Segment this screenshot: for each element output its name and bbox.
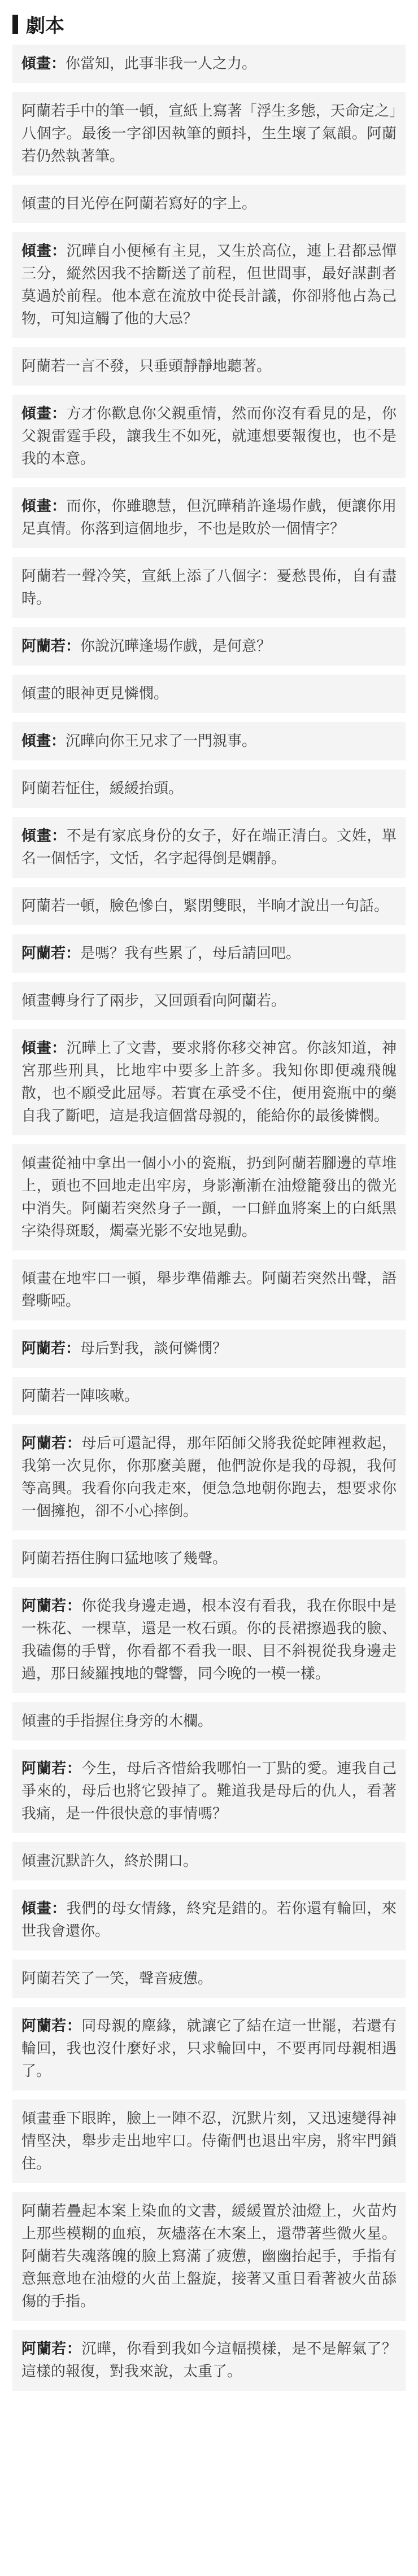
paragraph-text: 阿蘭若一陣咳嗽。	[21, 1388, 140, 1405]
script-paragraph	[12, 1329, 406, 1368]
paragraph-text: 傾畫從袖中拿出一個小小的瓷瓶，扔到阿蘭若腳邊的草堆上，頭也不回地走出牢房，身影漸漸在油燈籠發出的微光中消失。阿蘭若突然身子一顫，一口鮮血將案上的白紙黑字染得斑駁，燭臺光影不安地晃動。	[21, 1155, 397, 1240]
script-paragraph	[12, 2007, 406, 2090]
script-paragraph	[12, 1842, 406, 1880]
speaker-label: 傾畫：	[21, 1900, 67, 1917]
paragraph-text: 你從我身邊走過，根本沒有看我，我在你眼中是一株花、一棵草，還是一枚石頭。你的長裙擦過我的臉、我磕傷的手臂，你看都不看我一眼、目不斜視從我身邊走過，那日綾羅拽地的聲響，同今晚的一模一樣。	[21, 1598, 397, 1682]
script-paragraph	[12, 395, 406, 478]
speaker-label: 傾畫：	[21, 498, 67, 515]
paragraph-text: 傾畫沉默許久，終於開口。	[21, 1853, 198, 1870]
script-paragraph	[12, 2330, 406, 2391]
script-paragraph	[12, 675, 406, 713]
script-paragraph	[12, 347, 406, 386]
script-paragraph	[12, 1540, 406, 1578]
script-paragraph	[12, 1029, 406, 1135]
paragraph-text: 方才你歡息你父親重情，然而你沒有看見的是，你父親雷霆手段，讓我生不如死，就連想要報復也，也不是我的本意。	[21, 405, 397, 467]
script-paragraph	[12, 1144, 406, 1250]
script-paragraph	[12, 982, 406, 1020]
paragraph-text: 同母親的塵緣，就讓它了結在這一世罷，若還有輪回，我也沒什麼好求，只求輪回中，不要再同母親相遇了。	[21, 2018, 397, 2080]
speaker-label: 傾畫：	[21, 828, 67, 845]
paragraph-text: 傾畫垂下眼眸，臉上一陣不忍，沉默片刻，又迅速變得神情堅決，舉步走出地牢口。侍衛們也退出牢房，將牢門鎖住。	[21, 2110, 397, 2172]
script-paragraph	[12, 2100, 406, 2183]
paragraph-text: 阿蘭若笑了一笑，聲音疲憊。	[21, 1970, 213, 1987]
section-title: 劇本	[26, 15, 64, 37]
script-paragraph	[12, 1424, 406, 1530]
paragraph-text: 不是有家底身份的女子，好在端正清白。文姓，單名一個恬字，文恬，名字起得倒是嫻靜。	[21, 828, 397, 867]
script-paragraph	[12, 557, 406, 618]
speaker-label: 阿蘭若：	[21, 1760, 82, 1777]
speaker-label: 傾畫：	[21, 243, 67, 260]
script-paragraph	[12, 1259, 406, 1320]
paragraph-text: 今生，母后吝惜給我哪怕一丁點的愛。連我自己爭來的，母后也將它毀掉了。難道我是母后的仇人，看著我痛，是一件很快意的事情嗎？	[21, 1760, 397, 1822]
section-bar-marker	[12, 15, 18, 34]
paragraph-text: 阿蘭若捂住胸口猛地咳了幾聲。	[21, 1550, 228, 1567]
paragraph-text: 沉曄向你王兄求了一門親事。	[66, 733, 257, 750]
script-paragraph	[12, 1750, 406, 1833]
script-paragraph	[12, 185, 406, 223]
paragraph-text: 我們的母女情緣，終究是錯的。若你還有輪回，來世我會還你。	[21, 1900, 397, 1940]
paragraph-text: 阿蘭若怔住，緩緩抬頭。	[21, 780, 184, 797]
paragraph-text: 母后對我，談何憐憫？	[80, 1340, 228, 1357]
script-paragraph	[12, 487, 406, 548]
speaker-label: 阿蘭若：	[21, 2018, 82, 2035]
paragraph-text: 沉曄上了文書，要求將你移交神宮。你該知道，神宮那些刑具，比地牢中要多上許多。我知你即便魂飛魄散，也不願受此屈辱。若實在承受不住，便用瓷瓶中的藥自我了斷吧，這是我這個當母親的，能給你的最後憐憫。	[21, 1040, 397, 1125]
script-paragraph	[12, 887, 406, 925]
paragraph-text: 傾畫的眼神更見憐憫。	[21, 685, 169, 702]
script-paragraph	[12, 722, 406, 760]
script-paragraph	[12, 1702, 406, 1740]
script-paragraphs	[12, 45, 406, 2391]
speaker-label: 傾畫：	[21, 1040, 67, 1057]
script-paragraph	[12, 2192, 406, 2321]
paragraph-text: 傾畫轉身行了兩步，又回頭看向阿蘭若。	[21, 992, 286, 1009]
paragraph-text: 你當知，此事非我一人之力。	[66, 55, 257, 72]
script-paragraph	[12, 232, 406, 338]
speaker-label: 阿蘭若：	[21, 1598, 82, 1615]
paragraph-text: 傾畫在地牢口一頓，舉步準備離去。阿蘭若突然出聲，語聲嘶啞。	[21, 1270, 397, 1310]
script-paragraph	[12, 1890, 406, 1950]
speaker-label: 阿蘭若：	[21, 1435, 82, 1452]
script-paragraph	[12, 1960, 406, 1998]
paragraph-text: 傾畫的目光停在阿蘭若寫好的字上。	[21, 195, 257, 212]
script-paragraph	[12, 92, 406, 176]
speaker-label: 阿蘭若：	[21, 1340, 81, 1357]
speaker-label: 傾畫：	[21, 55, 66, 72]
paragraph-text: 阿蘭若一聲冷笑，宣紙上添了八個字：憂愁畏佈，自有盡時。	[21, 568, 397, 607]
script-paragraph	[12, 1377, 406, 1415]
speaker-label: 傾畫：	[21, 733, 66, 750]
paragraph-text: 沉曄，你看到我如今這幅摸樣，是不是解氣了？這樣的報復，對我來說，太重了。	[21, 2341, 397, 2380]
paragraph-text: 是嗎？我有些累了，母后請回吧。	[80, 945, 301, 962]
speaker-label: 阿蘭若：	[21, 2341, 82, 2358]
script-paragraph	[12, 817, 406, 878]
script-paragraph	[12, 934, 406, 973]
script-paragraph	[12, 769, 406, 808]
paragraph-text: 你說沉曄逢場作戲，是何意？	[80, 638, 272, 655]
section-header	[12, 10, 406, 38]
paragraph-text: 阿蘭若手中的筆一頓，宣紙上寫著「浮生多態，天命定之」八個字。最後一字卻因執筆的顫抖，生生壞了氣韻。阿蘭若仍然執著筆。	[21, 103, 397, 165]
paragraph-text: 阿蘭若疊起本案上染血的文書，緩緩置於油燈上，火苗灼上那些模糊的血痕，灰燼落在木案上，還帶著些微火星。阿蘭若失魂落魄的臉上寫滿了疲憊，幽幽抬起手，手指有意無意地在油燈的火苗上盤旋，接著又重目看著被火苗舔傷的手指。	[21, 2203, 397, 2310]
speaker-label: 阿蘭若：	[21, 638, 81, 655]
paragraph-text: 母后可還記得，那年陌師父將我從蛇陣裡救起，我第一次見你，你那麼美麗，他們說你是我的母親，我何等高興。我看你向我走來，便急急地朝你跑去，想要求你一個擁抱，卻不小心摔倒。	[21, 1435, 397, 1520]
paragraph-text: 而你，你雖聰慧，但沉曄稍許逢場作戲，便讓你用足真情。你落到這個地步，不也是敗於一個情字？	[21, 498, 397, 537]
speaker-label: 阿蘭若：	[21, 945, 81, 962]
paragraph-text: 傾畫的手指握住身旁的木欄。	[21, 1713, 213, 1730]
script-paragraph	[12, 45, 406, 83]
paragraph-text: 沉曄自小便極有主見，又生於高位，連上君都忌憚三分，縱然因我不捨斷送了前程，但世間事，最好謀劃者莫過於前程。他本意在流放中從長計議，你卻將他占為己物，可知這觸了他的大忌？	[21, 243, 397, 327]
speaker-label: 傾畫：	[21, 405, 67, 422]
paragraph-text: 阿蘭若一頓，臉色慘白，緊閉雙眼，半晌才說出一句話。	[21, 898, 389, 915]
script-paragraph	[12, 627, 406, 666]
paragraph-text: 阿蘭若一言不發，只垂頭靜靜地聽著。	[21, 358, 272, 375]
script-paragraph	[12, 1587, 406, 1693]
